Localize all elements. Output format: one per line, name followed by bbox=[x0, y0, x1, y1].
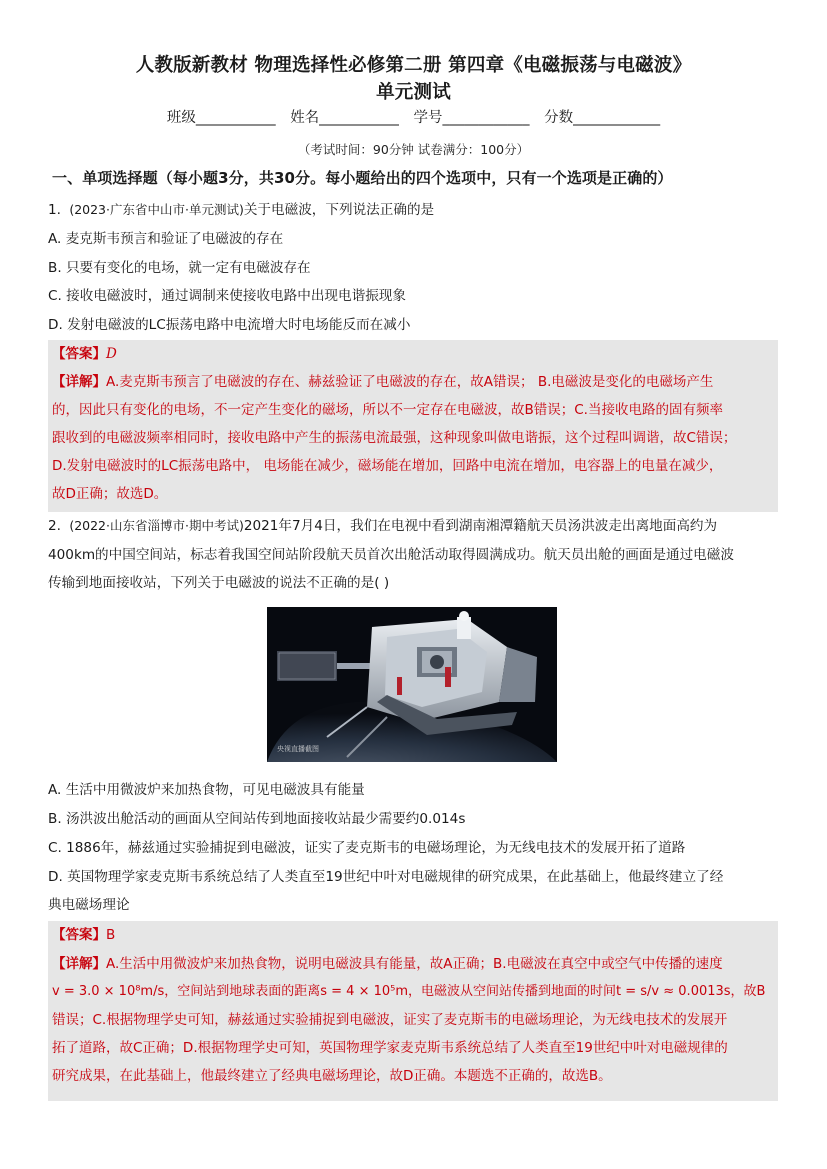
q2-answer bbox=[52, 923, 115, 947]
q1-option-b: B. 只要有变化的电场，就一定有电磁波存在 bbox=[48, 260, 311, 276]
q1-detail-line: D.发射电磁波时的LC振荡电路中， 电场能在减少，磁场能在增加，回路中电流在增加，电容器上的电量在减少， bbox=[52, 458, 723, 474]
answer-value: B bbox=[106, 927, 116, 943]
q2-detail-line: 错误；C.根据物理学史可知，赫兹通过实验捕捉到电磁波，证实了麦克斯韦的电磁场理论，为无线电技术的发展开 bbox=[52, 1012, 728, 1028]
q2-detail-line: 研究成果，在此基础上，他最终建立了经典电磁场理论，故D正确。本题选不正确的，故选B。 bbox=[52, 1068, 612, 1084]
answer-label: 【答案】 bbox=[52, 346, 106, 362]
detail-label: 【详解】 bbox=[52, 956, 106, 972]
q1-option-a: A. 麦克斯韦预言和验证了电磁波的存在 bbox=[48, 231, 284, 247]
q1-option-c: C. 接收电磁波时，通过调制来使接收电路中出现电谐振现象 bbox=[48, 288, 406, 304]
page-subtitle: 单元测试 bbox=[376, 82, 451, 103]
q2-detail-line: v = 3.0 × 10⁸m/s，空间站到地球表面的距离s = 4 × 10⁵m，电磁波从空间站传播到地面的时间t = s/v ≈ 0.0013s，故B bbox=[52, 984, 766, 999]
space-station-illustration bbox=[267, 607, 557, 762]
exam-info: （考试时间：90分钟 试卷满分：100分） bbox=[297, 142, 530, 157]
answer-value: D bbox=[106, 346, 117, 362]
student-info-fields bbox=[0, 107, 827, 129]
name-field: 姓名___________ bbox=[290, 110, 399, 126]
answer-label: 【答案】 bbox=[52, 927, 106, 943]
score-field: 分数____________ bbox=[544, 110, 661, 126]
photo-caption: 央视直播截图 bbox=[277, 745, 319, 753]
q2-answer-box bbox=[48, 921, 778, 1101]
question-number: 1. bbox=[48, 202, 61, 218]
q2-detail-line: 【详解】A.生活中用微波炉来加热食物，说明电磁波具有能量，故A正确；B.电磁波在真空中或空气中传播的速度 bbox=[52, 956, 723, 972]
spacewalk-photo bbox=[267, 607, 557, 762]
question-number: 2. bbox=[48, 518, 61, 534]
q1-option-d: D. 发射电磁波的LC振荡电路中电流增大时电场能反而在减小 bbox=[48, 317, 411, 333]
detail-label: 【详解】 bbox=[52, 374, 106, 390]
q1-detail-line: 故D正确；故选D。 bbox=[52, 486, 168, 502]
question-source: (2023·广东省中山市·单元测试) bbox=[69, 202, 244, 217]
q1-detail-line: 的，因此只有变化的电场，不一定产生变化的磁场，所以不一定存在电磁波，故B错误；C.当接收电路的固有频率 bbox=[52, 402, 723, 418]
question-text: 400km的中国空间站，标志着我国空间站阶段航天员首次出舱活动取得圆满成功。航天员出舱的画面是通过电磁波 bbox=[48, 547, 734, 563]
q2-option-d: D. 英国物理学家麦克斯韦系统总结了人类直至19世纪中叶对电磁规律的研究成果，在此基础上，他最终建立了经 bbox=[48, 869, 724, 885]
q1-answer-box bbox=[48, 340, 778, 512]
q1-answer bbox=[52, 342, 117, 366]
question-2-stem bbox=[48, 515, 717, 537]
section-heading: 一、单项选择题（每小题3分，共30分。每小题给出的四个选项中，只有一个选项是正确的） bbox=[52, 169, 673, 187]
q1-detail-line: 跟收到的电磁波频率相同时，接收电路中产生的振荡电流最强，这种现象叫做电谐振，这个过程叫调谐，故C错误； bbox=[52, 430, 737, 446]
question-1-stem bbox=[48, 199, 434, 221]
question-source: (2022·山东省淄博市·期中考试) bbox=[69, 518, 244, 533]
question-text: 2021年7月4日，我们在电视中看到湖南湘潭籍航天员汤洪波走出离地面高约为 bbox=[243, 518, 718, 534]
student-id-field: 学号____________ bbox=[413, 110, 530, 126]
question-text: 关于电磁波，下列说法正确的是 bbox=[243, 202, 435, 218]
q2-option-d-continued: 典电磁场理论 bbox=[48, 897, 130, 913]
page-title: 人教版新教材 物理选择性必修第二册 第四章《电磁振荡与电磁波》 bbox=[135, 55, 692, 76]
q1-detail-line: 【详解】A.麦克斯韦预言了电磁波的存在、赫兹验证了电磁波的存在，故A错误； B.电磁波是变化的电磁场产生 bbox=[52, 374, 714, 390]
question-text: 传输到地面接收站，下列关于电磁波的说法不正确的是( ) bbox=[48, 575, 390, 591]
q2-detail-line: 拓了道路，故C正确；D.根据物理学史可知，英国物理学家麦克斯韦系统总结了人类直至19世纪中叶对电磁规律的 bbox=[52, 1040, 728, 1056]
class-field: 班级___________ bbox=[166, 110, 276, 126]
q2-option-a: A. 生活中用微波炉来加热食物，可见电磁波具有能量 bbox=[48, 782, 365, 798]
q2-option-b: B. 汤洪波出舱活动的画面从空间站传到地面接收站最少需要约0.014s bbox=[48, 811, 466, 827]
q2-option-c: C. 1886年，赫兹通过实验捕捉到电磁波，证实了麦克斯韦的电磁场理论，为无线电技术的发展开拓了道路 bbox=[48, 840, 686, 856]
